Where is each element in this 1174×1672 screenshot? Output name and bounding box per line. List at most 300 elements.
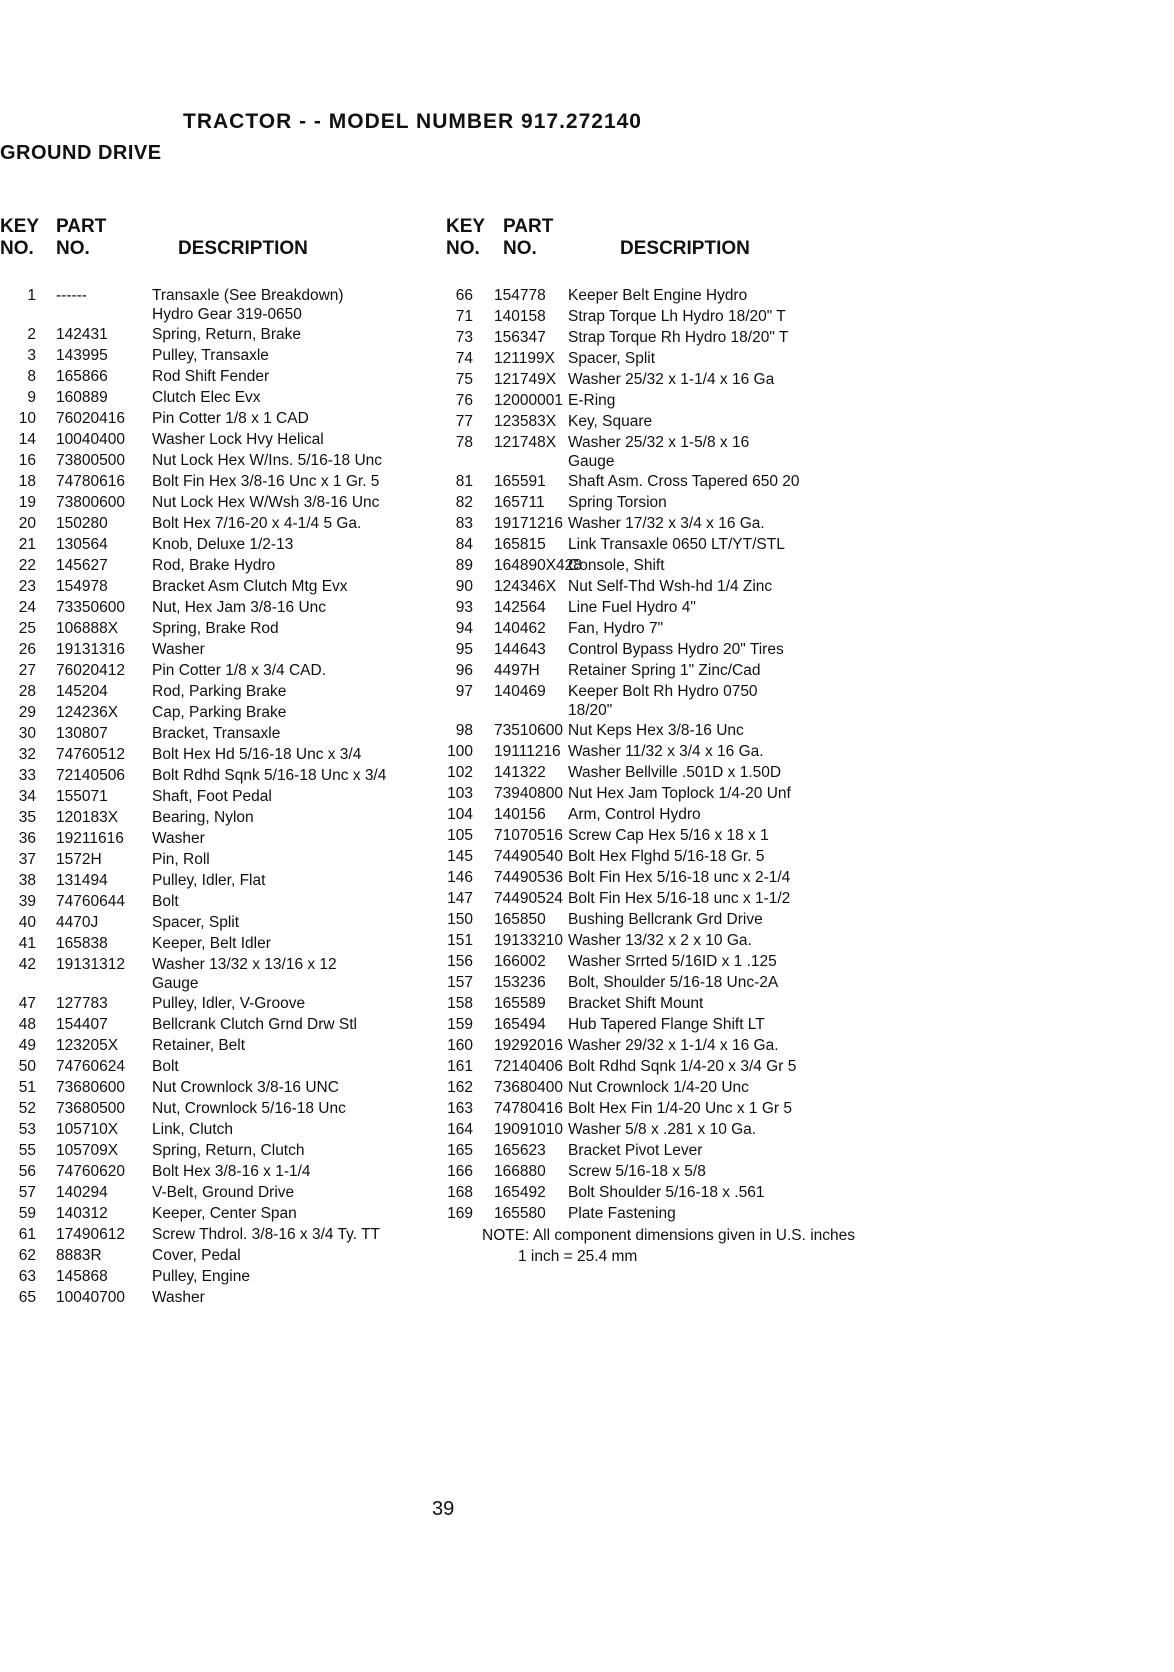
part-description: Washer 25/32 x 1-1/4 x 16 Ga (568, 371, 775, 388)
part-description: Washer 29/32 x 1-1/4 x 16 Ga. (568, 1037, 779, 1054)
part-number: 164890X428 (494, 557, 582, 574)
part-description: Pin, Roll (152, 851, 210, 868)
key-number: 84 (455, 536, 473, 553)
part-number: 74490540 (494, 848, 563, 865)
parts-row (410, 720, 870, 741)
part-number: 19131312 (56, 956, 125, 973)
key-number: 63 (18, 1268, 36, 1285)
part-description: Washer (152, 830, 205, 847)
part-description: Washer 25/32 x 1-5/8 x 16 (568, 434, 750, 451)
section-title: GROUND DRIVE (0, 142, 162, 164)
key-number: 41 (18, 935, 36, 952)
part-number: 74760624 (56, 1058, 125, 1075)
part-number: 124236X (56, 704, 119, 721)
part-description: Bellcrank Clutch Grnd Drw Stl (152, 1016, 358, 1033)
part-description: Rod Shift Fender (152, 368, 270, 385)
key-number: 52 (18, 1100, 36, 1117)
part-description: Bolt Fin Hex 5/16-18 unc x 2-1/4 (568, 869, 791, 886)
parts-row (410, 471, 870, 492)
part-number: 145868 (56, 1268, 108, 1285)
parts-row (410, 348, 870, 369)
part-description: Plate Fastening (568, 1205, 676, 1222)
part-description: Bolt Fin Hex 5/16-18 unc x 1-1/2 (568, 890, 791, 907)
note-line-2: 1 inch = 25.4 mm (518, 1248, 638, 1265)
part-description: Pin Cotter 1/8 x 3/4 CAD. (152, 662, 327, 679)
parts-row (410, 285, 870, 306)
part-number: 74760512 (56, 746, 125, 763)
right-key-header-2: NO. (446, 238, 480, 259)
part-description: Washer 5/8 x .281 x 10 Ga. (568, 1121, 757, 1138)
part-description: Washer 13/32 x 2 x 10 Ga. (568, 932, 752, 949)
key-number: 100 (447, 743, 473, 760)
part-number: 140469 (494, 683, 546, 700)
part-description: Spring Torsion (568, 494, 667, 511)
key-number: 95 (455, 641, 473, 658)
part-number: 127783 (56, 995, 108, 1012)
part-number: 8883R (56, 1247, 102, 1264)
part-description: Pulley, Idler, V-Groove (152, 995, 306, 1012)
parts-row (0, 870, 440, 891)
part-number: 121199X (494, 350, 555, 367)
parts-row (0, 1287, 440, 1308)
part-description: Bolt Hex Fin 1/4-20 Unc x 1 Gr 5 (568, 1100, 792, 1117)
left-part-header-2: NO. (56, 238, 90, 259)
part-number: 76020416 (56, 410, 125, 427)
parts-row (0, 555, 440, 576)
parts-row (410, 432, 870, 453)
key-number: 66 (455, 287, 473, 304)
parts-row (0, 765, 440, 786)
parts-row (0, 345, 440, 366)
part-description: Washer Bellville .501D x 1.50D (568, 764, 782, 781)
part-number: 140156 (494, 806, 546, 823)
part-number: 154407 (56, 1016, 108, 1033)
parts-row (0, 1140, 440, 1161)
parts-row (410, 888, 870, 909)
parts-row (0, 450, 440, 471)
part-description: Cover, Pedal (152, 1247, 241, 1264)
key-number: 158 (447, 995, 473, 1012)
right-parts-list (410, 285, 870, 1224)
parts-row (410, 1161, 870, 1182)
parts-row (410, 513, 870, 534)
part-number: 130807 (56, 725, 108, 742)
part-description: Nut Lock Hex W/Wsh 3/8-16 Unc (152, 494, 380, 511)
part-description: Screw Cap Hex 5/16 x 18 x 1 (568, 827, 769, 844)
page-title: TRACTOR - - MODEL NUMBER 917.272140 (183, 110, 642, 133)
part-description: Link, Clutch (152, 1121, 233, 1138)
note-line-1: NOTE: All component dimensions given in U.S. inches (482, 1227, 856, 1244)
part-description: Nut Self-Thd Wsh-hd 1/4 Zinc (568, 578, 773, 595)
left-key-header-1: KEY (0, 216, 40, 237)
part-number: 17490612 (56, 1226, 125, 1243)
parts-row (0, 1266, 440, 1287)
key-number: 40 (18, 914, 36, 931)
part-description: Bracket, Transaxle (152, 725, 281, 742)
key-number: 9 (27, 389, 36, 406)
key-number: 32 (18, 746, 36, 763)
part-description: Arm, Control Hydro (568, 806, 701, 823)
part-number: 19292016 (494, 1037, 563, 1054)
key-number: 22 (18, 557, 36, 574)
parts-row (410, 702, 870, 720)
parts-row (410, 1203, 870, 1224)
key-number: 157 (447, 974, 473, 991)
part-description: Key, Square (568, 413, 653, 430)
part-number: 142564 (494, 599, 546, 616)
parts-row (0, 1245, 440, 1266)
part-description: Washer 17/32 x 3/4 x 16 Ga. (568, 515, 765, 532)
part-description: 18/20" (568, 702, 613, 719)
key-number: 51 (18, 1079, 36, 1096)
part-description: Pulley, Engine (152, 1268, 250, 1285)
part-number: 145204 (56, 683, 108, 700)
parts-row (0, 1098, 440, 1119)
part-number: 73680600 (56, 1079, 125, 1096)
part-description: Bracket Pivot Lever (568, 1142, 703, 1159)
part-number: 73350600 (56, 599, 125, 616)
key-number: 3 (27, 347, 36, 364)
part-number: 73680400 (494, 1079, 563, 1096)
part-description: Spring, Return, Brake (152, 326, 302, 343)
part-number: 71070516 (494, 827, 563, 844)
key-number: 77 (455, 413, 473, 430)
parts-row (0, 408, 440, 429)
parts-row (0, 1014, 440, 1035)
part-description: Bolt Rdhd Sqnk 5/16-18 Unc x 3/4 (152, 767, 387, 784)
key-number: 36 (18, 830, 36, 847)
parts-row (0, 681, 440, 702)
parts-row (410, 390, 870, 411)
parts-row (0, 285, 440, 306)
part-description: Washer Lock Hvy Helical (152, 431, 324, 448)
key-number: 50 (18, 1058, 36, 1075)
parts-row (410, 534, 870, 555)
part-number: 74760620 (56, 1163, 125, 1180)
parts-row (410, 972, 870, 993)
part-description: Bolt Hex 7/16-20 x 4-1/4 5 Ga. (152, 515, 362, 532)
key-number: 103 (447, 785, 473, 802)
page-number: 39 (432, 1498, 455, 1520)
parts-row (410, 369, 870, 390)
part-number: 140158 (494, 308, 546, 325)
parts-row (0, 471, 440, 492)
part-number: 165711 (494, 494, 545, 511)
parts-row (410, 1119, 870, 1140)
part-number: 165838 (56, 935, 108, 952)
part-number: 165589 (494, 995, 546, 1012)
left-part-header-1: PART (56, 216, 107, 237)
part-description: Rod, Parking Brake (152, 683, 287, 700)
key-number: 25 (18, 620, 36, 637)
key-number: 159 (447, 1016, 473, 1033)
part-number: 141322 (494, 764, 546, 781)
parts-row (410, 909, 870, 930)
right-description-header: DESCRIPTION (620, 238, 750, 259)
parts-row (0, 975, 440, 993)
part-description: Bracket Shift Mount (568, 995, 704, 1012)
key-number: 146 (447, 869, 473, 886)
parts-row (410, 1014, 870, 1035)
parts-row (0, 513, 440, 534)
parts-row (410, 762, 870, 783)
parts-row (0, 324, 440, 345)
part-description: Washer Srrted 5/16ID x 1 .125 (568, 953, 777, 970)
key-number: 75 (455, 371, 473, 388)
key-number: 28 (18, 683, 36, 700)
part-number: 106888X (56, 620, 119, 637)
part-description: Spacer, Split (152, 914, 240, 931)
parts-row (0, 828, 440, 849)
parts-row (410, 1182, 870, 1203)
parts-row (410, 1035, 870, 1056)
key-number: 42 (18, 956, 36, 973)
part-description: Shaft, Foot Pedal (152, 788, 272, 805)
key-number: 55 (18, 1142, 36, 1159)
key-number: 81 (455, 473, 473, 490)
part-number: 123583X (494, 413, 557, 430)
key-number: 38 (18, 872, 36, 889)
key-number: 147 (447, 890, 473, 907)
parts-row (0, 1056, 440, 1077)
parts-row (410, 930, 870, 951)
part-description: Washer (152, 641, 205, 658)
parts-row (410, 681, 870, 702)
part-number: 131494 (56, 872, 108, 889)
parts-row (410, 453, 870, 471)
key-number: 2 (27, 326, 36, 343)
key-number: 59 (18, 1205, 36, 1222)
part-description: Shaft Asm. Cross Tapered 650 20 (568, 473, 800, 490)
key-number: 163 (447, 1100, 473, 1117)
parts-row (0, 1161, 440, 1182)
part-number: 121749X (494, 371, 557, 388)
part-number: 10040400 (56, 431, 125, 448)
parts-row (0, 366, 440, 387)
parts-row (410, 804, 870, 825)
part-number: 1572H (56, 851, 102, 868)
part-number: 74490536 (494, 869, 563, 886)
key-number: 156 (447, 953, 473, 970)
parts-row (0, 618, 440, 639)
key-number: 48 (18, 1016, 36, 1033)
part-description: Washer 13/32 x 13/16 x 12 (152, 956, 337, 973)
part-description: E-Ring (568, 392, 616, 409)
part-number: 150280 (56, 515, 108, 532)
key-number: 65 (18, 1289, 36, 1306)
parts-row (0, 1119, 440, 1140)
part-description: Bracket Asm Clutch Mtg Evx (152, 578, 348, 595)
parts-row (410, 867, 870, 888)
parts-row (0, 1077, 440, 1098)
part-description: Bolt Rdhd Sqnk 1/4-20 x 3/4 Gr 5 (568, 1058, 797, 1075)
part-description: Bolt, Shoulder 5/16-18 Unc-2A (568, 974, 779, 991)
key-number: 89 (455, 557, 473, 574)
key-number: 90 (455, 578, 473, 595)
key-number: 18 (18, 473, 36, 490)
part-number: 73680500 (56, 1100, 125, 1117)
part-description: Console, Shift (568, 557, 665, 574)
key-number: 39 (18, 893, 36, 910)
part-number: 73510600 (494, 722, 563, 739)
key-number: 169 (447, 1205, 473, 1222)
parts-row (410, 639, 870, 660)
parts-row (0, 912, 440, 933)
key-number: 150 (447, 911, 473, 928)
parts-row (0, 306, 440, 324)
part-number: 165866 (56, 368, 108, 385)
part-description: Bolt Fin Hex 3/8-16 Unc x 1 Gr. 5 (152, 473, 380, 490)
part-description: Bolt (152, 1058, 179, 1075)
part-description: Keeper, Center Span (152, 1205, 297, 1222)
key-number: 21 (18, 536, 36, 553)
parts-row (0, 534, 440, 555)
key-number: 93 (455, 599, 473, 616)
part-description: Keeper, Belt Idler (152, 935, 271, 952)
key-number: 8 (27, 368, 36, 385)
key-number: 37 (18, 851, 36, 868)
key-number: 62 (18, 1247, 36, 1264)
left-parts-list (0, 285, 440, 1308)
part-number: 74780416 (494, 1100, 563, 1117)
part-number: 4470J (56, 914, 99, 931)
part-description: Bolt Hex Flghd 5/16-18 Gr. 5 (568, 848, 765, 865)
part-description: Retainer, Belt (152, 1037, 246, 1054)
key-number: 83 (455, 515, 473, 532)
part-description: Spacer, Split (568, 350, 656, 367)
parts-row (410, 576, 870, 597)
part-description: Screw 5/16-18 x 5/8 (568, 1163, 706, 1180)
part-number: 73940800 (494, 785, 563, 802)
parts-row (0, 1203, 440, 1224)
key-number: 24 (18, 599, 36, 616)
part-description: Bushing Bellcrank Grd Drive (568, 911, 763, 928)
part-description: Retainer Spring 1" Zinc/Cad (568, 662, 761, 679)
key-number: 56 (18, 1163, 36, 1180)
right-part-header-2: NO. (503, 238, 537, 259)
dimension-note (482, 1225, 855, 1267)
key-number: 96 (455, 662, 473, 679)
part-description: Cap, Parking Brake (152, 704, 287, 721)
parts-row (0, 786, 440, 807)
parts-row (410, 993, 870, 1014)
part-description: Hydro Gear 319-0650 (152, 306, 302, 323)
part-description: Line Fuel Hydro 4" (568, 599, 696, 616)
part-description: Pulley, Idler, Flat (152, 872, 266, 889)
parts-row (0, 954, 440, 975)
parts-row (0, 387, 440, 408)
parts-row (0, 492, 440, 513)
part-description: Pin Cotter 1/8 x 1 CAD (152, 410, 309, 427)
part-number: 72140406 (494, 1058, 563, 1075)
parts-row (0, 702, 440, 723)
part-number: 74490524 (494, 890, 563, 907)
part-number: ------ (56, 287, 87, 304)
part-number: 73800600 (56, 494, 125, 511)
key-number: 145 (447, 848, 473, 865)
parts-row (0, 744, 440, 765)
part-number: 19133210 (494, 932, 563, 949)
part-number: 10040700 (56, 1289, 125, 1306)
key-number: 73 (455, 329, 473, 346)
part-number: 19091010 (494, 1121, 563, 1138)
part-number: 165815 (494, 536, 546, 553)
part-number: 155071 (56, 788, 108, 805)
part-description: Gauge (568, 453, 615, 470)
parts-row (410, 306, 870, 327)
part-description: Transaxle (See Breakdown) (152, 287, 344, 304)
part-description: Strap Torque Lh Hydro 18/20" T (568, 308, 786, 325)
parts-row (410, 846, 870, 867)
part-number: 165494 (494, 1016, 546, 1033)
part-description: Nut, Hex Jam 3/8-16 Unc (152, 599, 327, 616)
key-number: 61 (18, 1226, 36, 1243)
parts-row (410, 411, 870, 432)
part-number: 144643 (494, 641, 546, 658)
part-description: Clutch Elec Evx (152, 389, 261, 406)
part-number: 156347 (494, 329, 546, 346)
parts-row (0, 807, 440, 828)
part-number: 143995 (56, 347, 108, 364)
part-number: 123205X (56, 1037, 119, 1054)
key-number: 98 (455, 722, 473, 739)
key-number: 35 (18, 809, 36, 826)
part-number: 72140506 (56, 767, 125, 784)
parts-row (410, 660, 870, 681)
key-number: 160 (447, 1037, 473, 1054)
part-number: 165591 (494, 473, 546, 490)
key-number: 166 (447, 1163, 473, 1180)
key-number: 161 (447, 1058, 473, 1075)
parts-row (410, 741, 870, 762)
part-number: 105709X (56, 1142, 119, 1159)
part-number: 76020412 (56, 662, 125, 679)
left-key-header-2: NO. (0, 238, 34, 259)
parts-row (410, 783, 870, 804)
part-description: Pulley, Transaxle (152, 347, 269, 364)
right-part-header-1: PART (503, 216, 554, 237)
parts-row (410, 555, 870, 576)
key-number: 57 (18, 1184, 36, 1201)
part-description: Strap Torque Rh Hydro 18/20" T (568, 329, 789, 346)
part-description: Nut Crownlock 1/4-20 Unc (568, 1079, 749, 1096)
parts-row (0, 639, 440, 660)
part-description: Bolt Hex 3/8-16 x 1-1/4 (152, 1163, 311, 1180)
key-number: 27 (18, 662, 36, 679)
part-description: Keeper Belt Engine Hydro (568, 287, 748, 304)
key-number: 162 (447, 1079, 473, 1096)
part-number: 120183X (56, 809, 119, 826)
key-number: 76 (455, 392, 473, 409)
part-number: 74780616 (56, 473, 125, 490)
part-number: 160889 (56, 389, 108, 406)
key-number: 104 (447, 806, 473, 823)
key-number: 82 (455, 494, 473, 511)
part-description: Nut Crownlock 3/8-16 UNC (152, 1079, 339, 1096)
part-number: 153236 (494, 974, 546, 991)
part-number: 105710X (56, 1121, 119, 1138)
key-number: 33 (18, 767, 36, 784)
key-number: 53 (18, 1121, 36, 1138)
parts-row (0, 576, 440, 597)
key-number: 105 (447, 827, 473, 844)
part-description: Keeper Bolt Rh Hydro 0750 (568, 683, 758, 700)
part-description: Screw Thdrol. 3/8-16 x 3/4 Ty. TT (152, 1226, 381, 1243)
parts-row (0, 993, 440, 1014)
key-number: 34 (18, 788, 36, 805)
parts-row (0, 933, 440, 954)
part-number: 73800500 (56, 452, 125, 469)
